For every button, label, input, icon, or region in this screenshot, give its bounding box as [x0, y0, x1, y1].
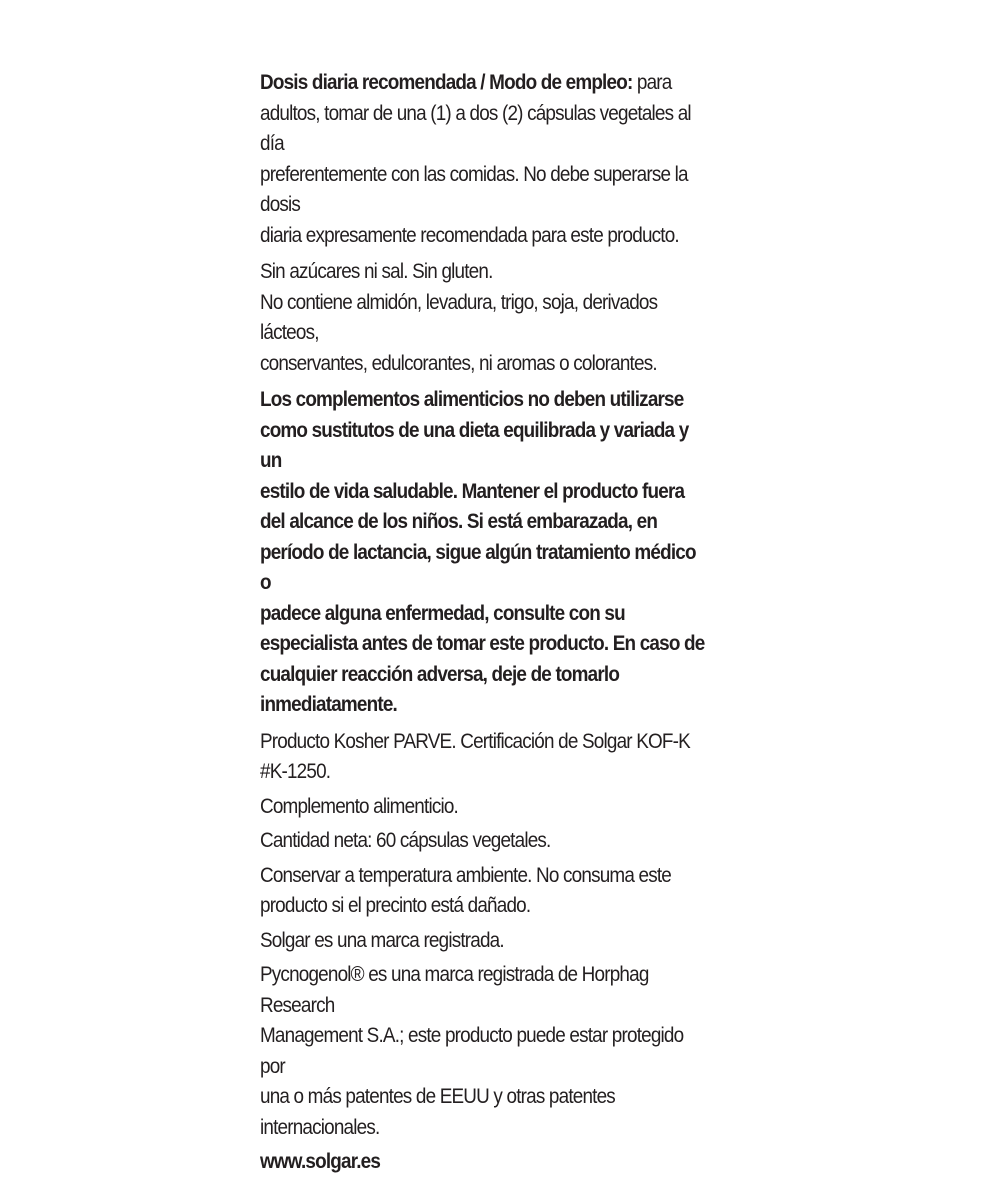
pycnogenol-notice: Pycnogenol® es una marca registrada de Horphag Research Management S.A.; este producto puede estar protegido por una o más patentes de EEUU y otras patentes internacionales. — [260, 963, 684, 1139]
free-from-ingredients: No contiene almidón, levadura, trigo, soja, derivados lácteos, conservantes, edulcorantes, ni aromas o colorantes. — [260, 290, 658, 375]
free-from-sugar-salt-gluten: Sin azúcares ni sal. Sin gluten. — [260, 260, 493, 283]
warning-paragraph: Los complementos alimenticios no deben utilizarse como sustitutos de una dieta equilibrada y variada y un estilo de vida saludable. Mantener el producto fuera del alcance de los niños. Si está embarazada, en período de lactancia, sigue algún tratamiento médico o padece alguna enfermedad, consulte con su especialista antes de tomar este producto. En caso de cualquier reacción adversa, deje de tomarlo inmediatamente. — [260, 388, 705, 716]
kosher-certification: Producto Kosher PARVE. Certificación de Solgar KOF-K #K-1250. — [260, 729, 690, 783]
dosage-body: para adultos, tomar de una (1) a dos (2) cápsulas vegetales al día preferentemente con las comidas. No debe superarse la dosis diaria expresamente recomendada para este producto. — [260, 71, 691, 247]
website-url: www.solgar.es — [260, 1150, 381, 1173]
trademark-notice: Solgar es una marca registrada. — [260, 928, 504, 952]
dosage-paragraph — [260, 68, 710, 251]
product-category: Complemento alimenticio. — [260, 794, 459, 818]
storage-instructions: Conservar a temperatura ambiente. No consuma este producto si el precinto está dañado. — [260, 863, 671, 917]
dosage-heading: Dosis diaria recomendada / Modo de empleo: — [260, 71, 633, 94]
net-quantity: Cantidad neta: 60 cápsulas vegetales. — [260, 829, 551, 852]
label-text-block — [260, 68, 710, 1178]
